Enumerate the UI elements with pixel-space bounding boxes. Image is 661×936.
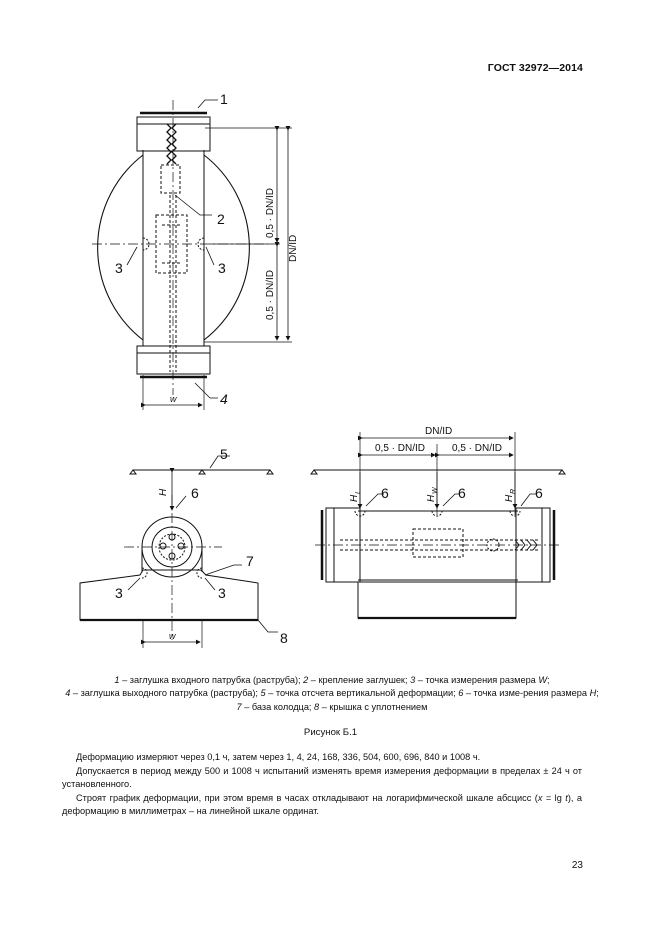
document-header: ГОСТ 32972—2014 bbox=[487, 62, 583, 74]
dim-hw-sub: W bbox=[432, 487, 439, 494]
dim-hl: H bbox=[349, 494, 360, 502]
paragraph-2: Допускается в период между 500 и 1008 ч испытаний изменять время измерения деформации в пределах ± 24 ч от установленного. bbox=[62, 766, 582, 790]
dim-hr: H bbox=[504, 494, 515, 502]
base-circle bbox=[98, 155, 143, 340]
dim-hl-sub: L bbox=[355, 490, 362, 494]
callout-4: 4 bbox=[220, 391, 228, 407]
callout-3-left: 3 bbox=[115, 585, 123, 601]
callout-8: 8 bbox=[280, 630, 288, 646]
dim-w: w bbox=[170, 394, 177, 404]
dim-half-upper: 0,5 · DN/ID bbox=[265, 187, 276, 238]
figure-caption: Рисунок Б.1 bbox=[303, 727, 358, 738]
legend-num: 1 bbox=[114, 675, 120, 685]
dim-half-left: 0,5 · DN/ID bbox=[375, 443, 426, 454]
figure-legend: 1 – заглушка входного патрубка (раструба); 2 – крепление заглушек; 3 – точка измерения размера W; 4 – заглушка выходного патрубка (раструба); 5 – точка отсчета вертикальной деформации; 6 – точка изме-рения размера H; 7 – база колодца; 8 – крышка с уплотнением bbox=[65, 675, 599, 712]
paragraph-3: Строят график деформации, при этом время в часах откладывают на логарифмической шкале абсцисс (x = lg t), а деформацию в миллиметрах – на линейной шкале ординат. bbox=[62, 793, 582, 817]
dim-hr-sub: R bbox=[510, 488, 517, 494]
dim-w: w bbox=[169, 631, 176, 641]
callout-5: 5 bbox=[220, 446, 228, 462]
dim-full: DN/ID bbox=[425, 426, 453, 437]
paragraph-1: Деформацию измеряют через 0,1 ч, затем через 1, 4, 24, 168, 336, 504, 600, 696, 840 и 1008 ч. bbox=[76, 752, 481, 762]
bottom-socket bbox=[137, 346, 210, 374]
front-view-labels bbox=[349, 426, 543, 502]
callout-6: 6 bbox=[191, 485, 199, 501]
dim-hw: H bbox=[426, 494, 437, 502]
side-view bbox=[80, 456, 278, 648]
callout-6-left: 6 bbox=[381, 485, 389, 501]
callout-3-right: 3 bbox=[218, 260, 226, 276]
front-view bbox=[311, 432, 565, 618]
base-body bbox=[80, 570, 258, 620]
callout-6-right: 6 bbox=[535, 485, 543, 501]
dim-half-lower: 0,5 · DN/ID bbox=[265, 269, 276, 320]
callout-3-right: 3 bbox=[218, 585, 226, 601]
page-number: 23 bbox=[571, 860, 583, 871]
callout-1: 1 bbox=[220, 91, 228, 107]
callout-6-middle: 6 bbox=[458, 485, 466, 501]
dim-half-right: 0,5 · DN/ID bbox=[452, 443, 503, 454]
dim-h: H bbox=[158, 488, 169, 496]
callout-7: 7 bbox=[246, 553, 254, 569]
top-view bbox=[92, 100, 292, 410]
dim-full: DN/ID bbox=[288, 234, 299, 262]
callout-3-left: 3 bbox=[115, 260, 123, 276]
callout-2: 2 bbox=[217, 211, 225, 227]
cover bbox=[358, 582, 516, 618]
